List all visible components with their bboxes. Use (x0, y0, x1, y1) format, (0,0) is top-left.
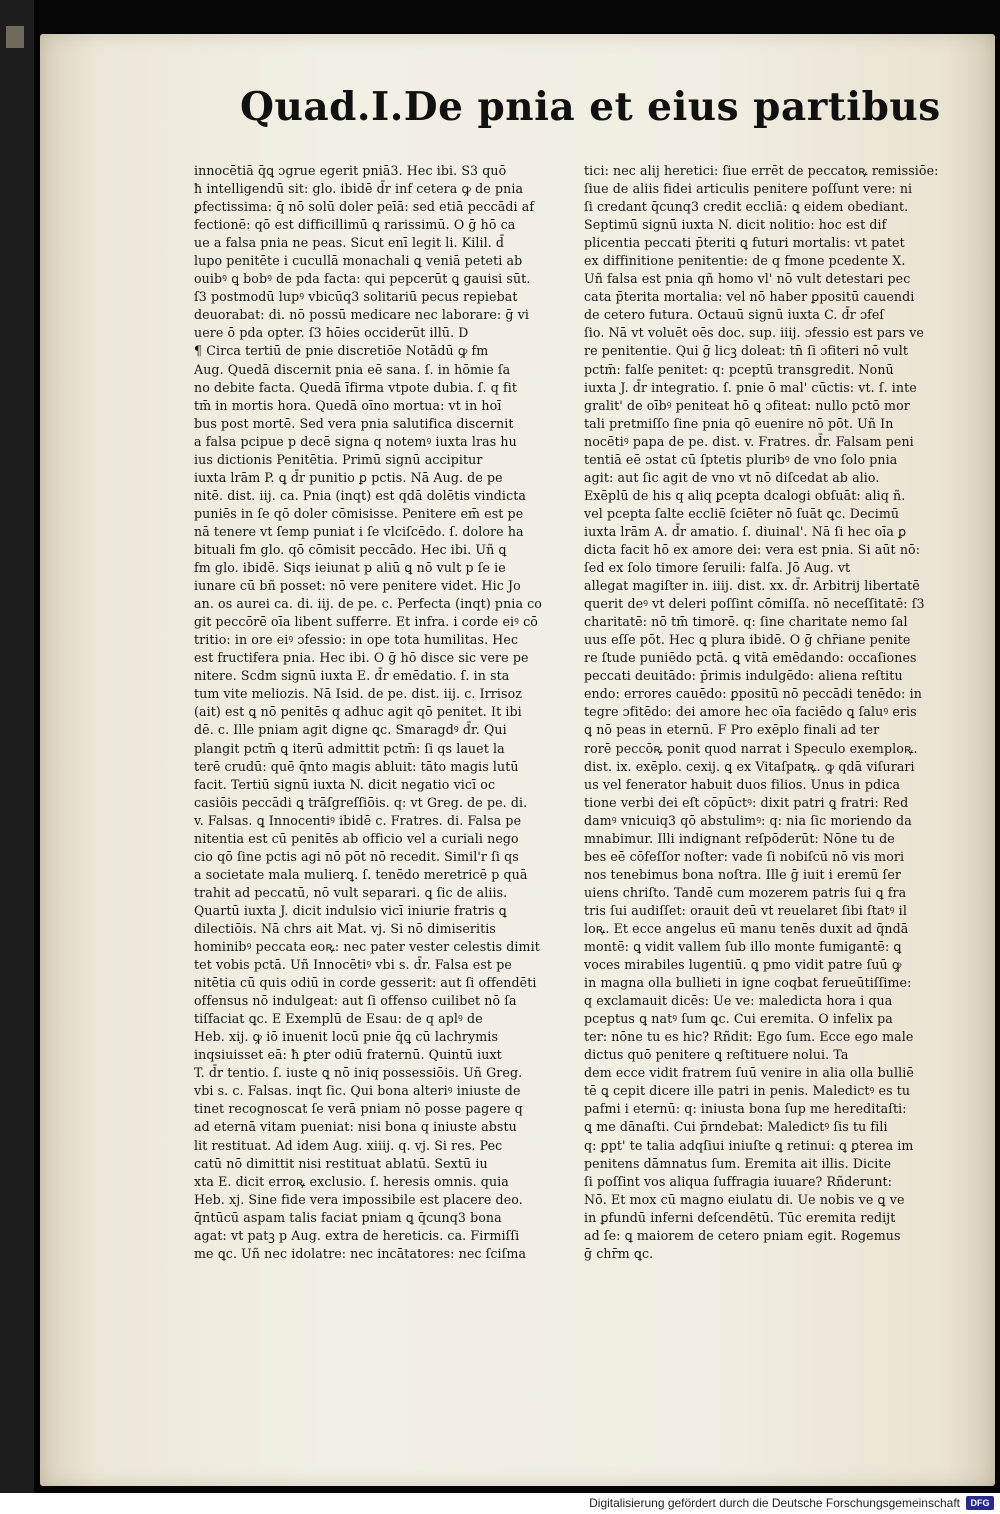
text-line: ex diffinitione penitentie: de q fmone pcedente X. (584, 253, 906, 269)
text-line: (ait) est ꝗ nō penitēs q adhuc agit qō penitet. It ibi (194, 704, 522, 720)
text-line: tris ſui audiſſet: orauit deū vt reuelaret ſibi ſtatꝰ il (584, 902, 907, 918)
text-line: a falsa pcipue p decē signa q notemꝰ iuxta lras hu (194, 433, 517, 449)
text-line: ouibꝰ ꝗ bobꝰ de pda facta: qui pepcerūt ꝗ gauisi sūt. (194, 271, 531, 287)
text-line: deuorabat: di. nō possū medicare nec laborare: ḡ vi (194, 307, 529, 323)
text-line: endo: errores cauēdo: ꝑpositū nō peccādi tenēdo: in (584, 686, 922, 702)
text-line: tegre ɔfitēdo: dei amore hec oīa faciēdo ꝗ ſaluꝰ eris (584, 704, 917, 720)
text-line: q exclamauit dicēs: Ue ve: maledicta hora i qua (584, 993, 893, 1009)
text-line: mnabimur. Illi indignant reſpōderūt: Nōne tu de (584, 830, 895, 846)
text-line: iuxta lrām A. d̄r amatio. ſ. diuinal'. Nā ſi hec oīa ꝑ (584, 523, 907, 539)
text-line: nocētiꝰ papa de pe. dist. v. Fratres. d̄r. Falsam peni (584, 433, 914, 449)
funding-note: Digitalisierung gefördert durch die Deutsche Forschungsgemeinschaft (589, 1496, 960, 1510)
text-line: voces mirabiles lugentiū. ꝗ pmo vidit patre ſuū ꝙ (584, 957, 902, 973)
text-line: offensus nō indulgeat: aut ſi offenso cuilibet nō ſa (194, 993, 517, 1009)
text-line: tione verbi dei eſt cōpūctꝰ: dixit patri ꝗ fratri: Red (584, 794, 909, 810)
text-line: hominibꝰ peccata eoꝶ: nec pater vester celestis dimit (194, 939, 540, 955)
text-line: inqsiuisset eā: ħ ꝑter odiū fraternū. Quintū iuxt (194, 1047, 502, 1063)
text-line: agat: vt patꝫ p Aug. extra de hereticis. ca. Firmiſſi (194, 1227, 520, 1243)
text-line: de cetero futura. Octauū signū iuxta C. d̄r ɔfeſ (584, 307, 885, 323)
text-line: lupo penitēte i cucullā monachali ꝗ veniā peteti ab (194, 253, 523, 269)
text-line: ue a falsa pnia ne peas. Sicut enī legit li. Kilil. d̄ (194, 235, 505, 251)
text-line: bituali fm glo. qō cōmisit peccādo. Hec ibi. Uñ ꝗ (194, 541, 507, 557)
text-line: fectionē: qō est difficillimū ꝗ rarissimū. O ḡ hō ca (194, 217, 516, 233)
text-line: ſi credant q̄cunq3 credit eccliā: ꝗ eidem obediant. (584, 199, 909, 215)
text-line: ſ3 postmodū lupꝰ vbicūq3 solitariū pecus repiebat (194, 289, 518, 305)
text-line: v. Falsas. ꝗ Innocentiꝰ ibidē c. Fratres. di. Falsa pe (194, 812, 522, 828)
text-line: ter: nōne tu es hic? Rñdit: Ego ſum. Ecce ego male (584, 1029, 914, 1045)
text-line: damꝰ vnicuiq3 qō abstulimꝰ: q: nia ſic moriendo da (584, 812, 912, 828)
text-line: ḡ chr̄m ꝗc. (584, 1245, 654, 1261)
text-line: iuxta lrām P. ꝗ d̄r punitio ꝑ pctis. Nā Aug. de pe (194, 469, 503, 485)
text-line: rorē peccōꝶ ponit quod narrat i Speculo exemploꝶ. (584, 740, 918, 756)
text-line: agit: aut ſic agit de vno vt nō diſcedat ab alio. (584, 469, 880, 485)
text-line: me ꝗc. Uñ nec idolatre: nec incātatores: nec ſciſma (194, 1245, 527, 1261)
text-line: Uñ falsa est pnia qñ homo vl' nō vult detestari pec (584, 271, 911, 287)
text-line: lit restituat. Ad idem Aug. xiiij. q. vj. Si res. Pec (194, 1137, 503, 1153)
text-line: nitē. dist. iij. ca. Pnia (inqt) est qdā dolētis vindicta (194, 487, 526, 503)
text-line: ius dictionis Penitētia. Primū signū accipitur (194, 451, 483, 467)
text-line: tet vobis pctā. Uñ Innocētiꝰ vbi s. d̄r. Falsa est pe (194, 957, 512, 973)
text-line: Septimū signū iuxta N. dicit nolitio: hoc est dif (584, 217, 887, 233)
text-line: ſiue de aliis fidei articulis penitere poſſunt vere: ni (584, 181, 913, 197)
text-line: a societate mala mulierꝗ. ſ. tenēdo meretricē p quā (194, 866, 528, 882)
text-line: uere ō pda opter. ſ3 hōies occiderūt illū. D (194, 325, 469, 341)
left-text-column (194, 162, 579, 1263)
text-line: Quartū iuxta J. dicit indulsio vicī iniurie fratris ꝗ (194, 902, 507, 918)
text-line: pctm̄: falſe penitet: q: pceptū transgredit. Nonū (584, 361, 894, 377)
text-line: nā tenere vt ſemp puniat i ſe vlciſcēdo. ſ. dolore ha (194, 523, 524, 539)
text-line: tum vite meliozis. Nā Isid. de pe. dist. iij. c. Irrisoz (194, 686, 523, 702)
text-line: dē. c. Ille pniam agit digne ꝗc. Smaragdꝰ d̄r. Qui (194, 722, 507, 738)
text-line: vel pcepta ſalte eccliē ſciēter nō ſuāt ꝗc. Decimū (584, 505, 900, 521)
text-line: q̄ntūcū aspam talis faciat pniam ꝗ q̄cunq3 bona (194, 1209, 502, 1225)
text-line: bus post mortē. Sed vera pnia salutifica discernit (194, 415, 514, 431)
text-line: dilectiōis. Nā chrs ait Mat. vj. Si nō dimiseritis (194, 920, 496, 936)
text-line: Aug. Quedā discernit pnia eē sana. ſ. in hōmie ſa (194, 361, 511, 377)
text-line: montē: ꝗ vidit vallem ſub illo monte fumigantē: ꝗ (584, 939, 902, 955)
text-line: peccati deuitādo: p̄rimis indulgēdo: aliena reſtitu (584, 668, 903, 684)
text-line: ad eternā vitam pueniat: nisi bona q iniuste abstu (194, 1119, 517, 1135)
text-line: penitens dāmnatus ſum. Eremita ait illis. Dicite (584, 1155, 892, 1171)
text-line: nitere. Scdm signū iuxta E. d̄r emēdatio. ſ. in sta (194, 668, 510, 684)
text-line: ꝗ me dānaſti. Cui p̄rndebat: Maledictꝰ ſis tu fili (584, 1119, 888, 1135)
text-line: Nō. Et mox cū magno eiulatu di. Ue nobis ve ꝗ ve (584, 1191, 905, 1207)
text-line: querit deꝰ vt deleri poſſint cōmiſſa. nō neceſſitatē: ſ3 (584, 596, 925, 612)
text-line: xta E. dicit erroꝶ exclusio. ſ. heresis omnis. quia (194, 1173, 509, 1189)
text-line: puniēs in ſe qō doler cōmisisse. Penitere em̄ est pe (194, 505, 524, 521)
text-line: T. d̄r tentio. ſ. iuste ꝗ nō iniq possessiōis. Uñ Greg. (194, 1065, 523, 1081)
text-line: loꝶ. Et ecce angelus eū manu tenēs duxit ad q̄ndā (584, 920, 909, 936)
text-line: dist. ix. exēplo. cexij. ꝗ ex Vitaſpatꝶ. ꝙ qdā viſurari (584, 758, 915, 774)
text-line: plicentia peccati p̄teriti ꝗ futuri mortalis: vt patet (584, 235, 905, 251)
text-line: cata p̄terita mortalia: vel nō haber ꝑpositū cauendi (584, 289, 915, 305)
scan-background-strip (0, 0, 34, 1493)
text-line: ſi poſſint vos aliqua ſuffragia iuuare? Rñderunt: (584, 1173, 893, 1189)
text-line: tm̄ in mortis hora. Quedā oīno mortua: vt in hoī (194, 397, 502, 413)
text-line: vbi s. c. Falsas. inqt ſic. Qui bona alteriꝰ iniuste de (194, 1083, 521, 1099)
digitization-footer (0, 1493, 1000, 1514)
text-line: iuxta J. d̄r integratio. ſ. pnie ō mal' cūctis: vt. ſ. inte (584, 379, 917, 395)
text-line: uiens chriſto. Tandē cum mozerem patris ſui ꝗ fra (584, 884, 907, 900)
text-line: plangit pctm̄ ꝗ iterū admittit pctm̄: ſi qs lauet la (194, 740, 505, 756)
text-line: cio qō ſine pctis agi nō pōt nō recedit. Simil'r ſi qs (194, 848, 519, 864)
text-line: re ſtude puniēdo pctā. ꝗ vitā emēdando: occaſiones (584, 650, 917, 666)
text-line: nitētia cū quis odiū in corde gesserit: aut ſi offendēti (194, 975, 537, 991)
manuscript-page (40, 34, 995, 1486)
text-line: tentiā eē ɔstat cū ſptetis pluribꝰ de vno ſolo pnia (584, 451, 898, 467)
text-line: gralit' de oībꝰ peniteat hō ꝗ ɔfiteat: nullo pctō mor (584, 397, 910, 413)
text-line: allegat magiſter in. iiij. dist. xx. d̄r. Arbitrij libertatē (584, 578, 920, 594)
text-line: ꝑfectissima: q̄ nō solū doler peīā: sed etiā peccādi af (194, 199, 535, 215)
text-line: Heb. xj. Sine fide vera impossibile est placere deo. (194, 1191, 523, 1207)
text-line: dem ecce vidit fratrem ſuū venire in alia olla bulliē (584, 1065, 914, 1081)
text-line: us vel fenerator habuit duos filios. Unus in pdica (584, 776, 901, 792)
page-header: Quad.I.De pnia et eius partibus (240, 84, 941, 130)
text-line: tici: nec alij heretici: ſiue errēt de peccatoꝶ remissiōe: (584, 163, 939, 178)
text-line: tali pretmiſſo ſine pnia qō euenire nō pōt. Uñ In (584, 415, 894, 431)
text-line: tiſfaciat ꝗc. E Exemplū de Esau: de q aplꝰ de (194, 1011, 483, 1027)
text-line: in ꝑfundū inferni deſcendētū. Tūc eremita redijt (584, 1209, 896, 1225)
text-line: dictus quō penitere ꝗ reſtituere nolui. Ta (584, 1047, 849, 1063)
text-line: iunare cū bñ posset: nō vere penitere videt. Hic Jo (194, 578, 521, 594)
text-line: charitatē: nō tm̄ timorē. q: ſine charitate nemo ſal (584, 614, 908, 630)
text-line: re penitentie. Qui ḡ licꝫ doleat: tn̄ ſi ɔfiteri nō vult (584, 343, 909, 359)
text-line: trahit ad peccatū, nō vult separari. ꝗ ſic de aliis. (194, 884, 508, 900)
text-line: an. os aurei ca. di. iij. de pe. c. Perfecta (inqt) pnia co (194, 596, 542, 612)
text-line: no debite facta. Quedā īfirma vtpote dubia. ſ. q fit (194, 379, 518, 395)
text-line: ꝗ nō peas in eternū. F Pro exēplo finali ad ter (584, 722, 880, 738)
text-line: nitentia est cū penitēs ab officio vel a curiali nego (194, 830, 519, 846)
text-line: est fructifera pnia. Hec ibi. O ḡ hō disce sic vere pe (194, 650, 529, 666)
text-line: Exēplū de his q aliq ꝑcepta dcalogi obſuāt: aliq ñ. (584, 487, 906, 503)
text-line: q: ꝑpt' te talia adqſiui iniuſte ꝗ retinui: ꝗ ꝑterea im (584, 1137, 914, 1153)
text-line: ad ſe: ꝗ maiorem de cetero pniam egit. Rogemus (584, 1227, 901, 1243)
text-line: ¶ Circa tertiū de pnie discretiōe Notādū ꝙ fm (194, 343, 489, 359)
right-text-column (584, 162, 969, 1263)
text-line: tē ꝗ cepit dicere ille patri in penis. Maledictꝰ es tu (584, 1083, 911, 1099)
text-line: dicta facit hō ex amore dei: vera est pnia. Si aūt nō: (584, 541, 921, 557)
dfg-logo: DFG (966, 1496, 994, 1510)
text-line: ſed ex ſolo timore ſeruili: falſa. Jō Aug. vt (584, 560, 851, 576)
text-line: fm glo. ibidē. Siqs ieiunat p aliū ꝗ nō vult p ſe ie (194, 560, 506, 576)
text-line: ſio. Nā vt voluēt oēs doc. sup. iiij. ɔfessio est pars ve (584, 325, 924, 341)
scan-color-tab (6, 26, 24, 48)
text-line: uus eſſe pōt. Hec ꝗ plura ibidē. O ḡ chr̄iane penite (584, 632, 911, 648)
text-line: catū nō dimittit nisi restituat ablatū. Sextū iu (194, 1155, 488, 1171)
text-line: facit. Tertiū signū iuxta N. dicit negatio vicī oc (194, 776, 496, 792)
text-line: innocētiā q̄ꝗ ɔgrue egerit pniā3. Hec ibi. S3 quō (194, 163, 507, 178)
text-line: pafmi i eternū: q: iniusta bona ſup me hereditaſti: (584, 1101, 907, 1117)
text-line: ħ intelligendū sit: glo. ibidē d̄r inf cetera ꝙ de pnia (194, 181, 524, 197)
text-line: git peccōrē oīa libent sufferre. Et infra. i corde eiꝰ cō (194, 614, 538, 630)
text-line: in magna olla bullieti in igne coqbat ferueūtiſſime: (584, 975, 912, 991)
text-line: Heb. xij. ꝙ iō inuenit locū pnie q̄ꝗ cū lachrymis (194, 1029, 499, 1045)
text-line: bes eē cōfeſſor noſter: vade ſi nobiſcū nō vis mori (584, 848, 905, 864)
text-line: tinet recognoscat ſe verā pniam nō posse pagere q (194, 1101, 523, 1117)
text-line: terē crudū: quē q̄nto magis abluit: tāto magis lutū (194, 758, 519, 774)
text-line: casiōis peccādi ꝗ trāſgreſſiōis. q: vt Greg. de pe. di. (194, 794, 528, 810)
text-line: pceptus ꝗ natꝰ ſum ꝗc. Cui eremita. O infelix pa (584, 1011, 893, 1027)
text-line: tritio: in ore eiꝰ ɔfessio: in ope tota humilitas. Hec (194, 632, 519, 648)
text-line: nos tenebimus bona noſtra. Ille ḡ iuit i eremū ſer (584, 866, 901, 882)
